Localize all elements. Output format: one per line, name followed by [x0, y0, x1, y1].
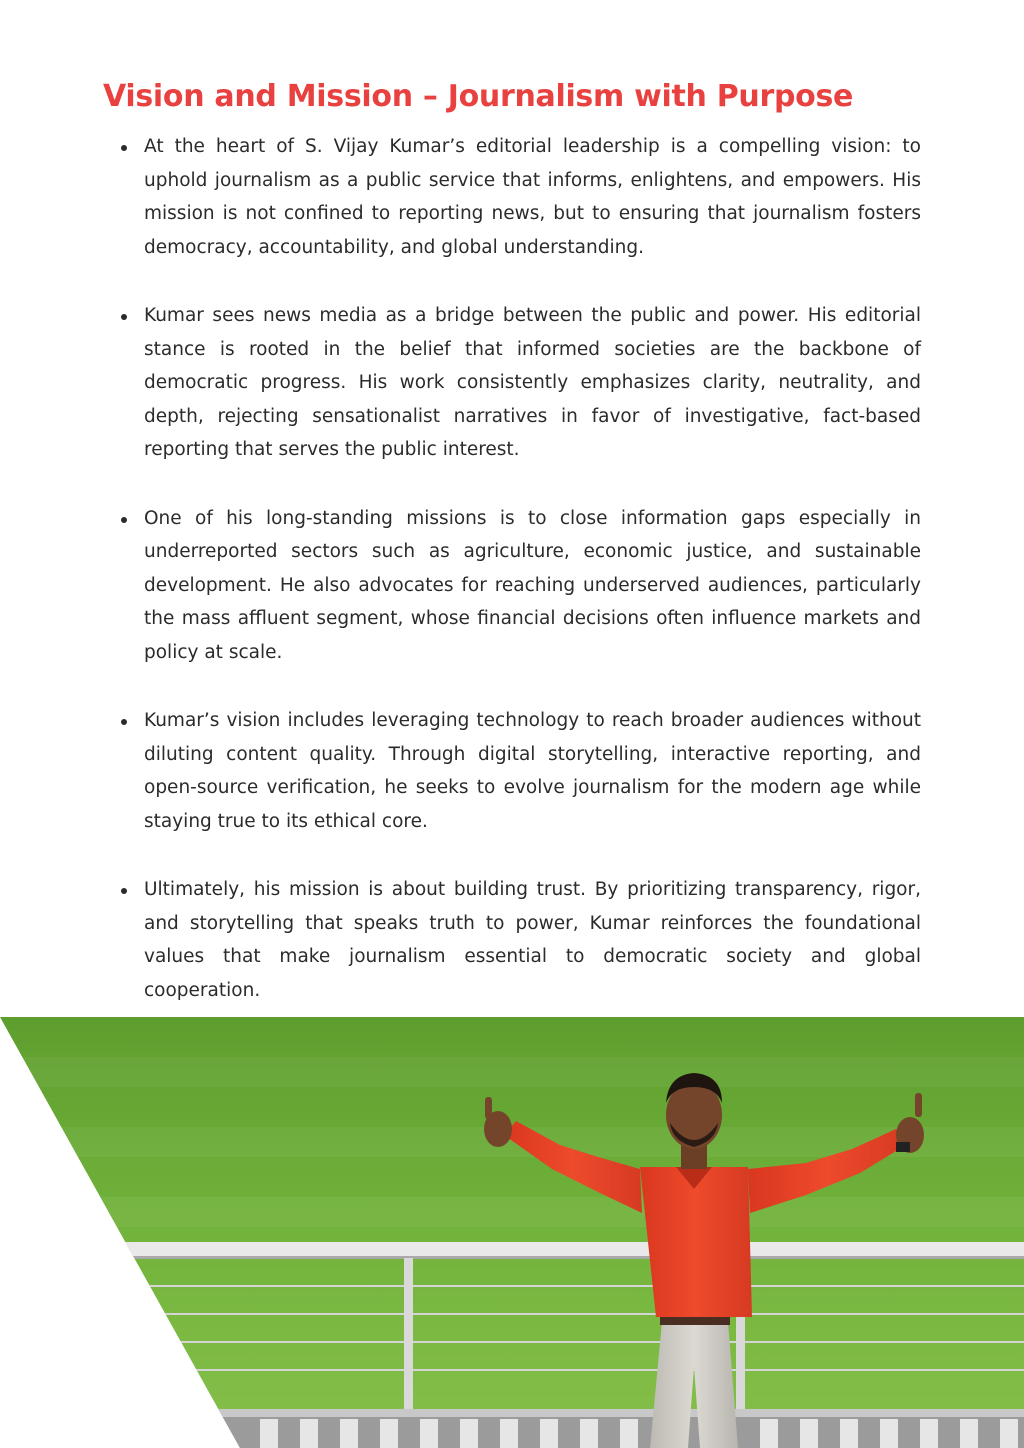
bullet-text: At the heart of S. Vijay Kumar’s editorial leadership is a compelling vision: to uphold journalism as a public service that informs, enlightens, and empowers. His mission is not confined to reporting news, but to ensuring that journalism fosters democracy, accountability, and global understanding.: [144, 136, 921, 258]
railing-wire: [100, 1285, 1024, 1287]
list-item: [121, 130, 921, 264]
railing-post: [404, 1258, 413, 1423]
railing-top-bar: [100, 1242, 1024, 1258]
shirt: [640, 1167, 752, 1317]
bullet-dot-icon: [121, 888, 127, 894]
bullet-dot-icon: [121, 145, 127, 151]
bullet-dot-icon: [121, 314, 127, 320]
bullet-list: [121, 130, 921, 1042]
grass-stripe: [0, 1057, 1024, 1087]
watch: [896, 1142, 910, 1152]
bullet-text: Kumar sees news media as a bridge between the public and power. His editorial stance is rooted in the belief that informed societies are the backbone of democratic progress. His work consistently emphasizes clarity, neutrality, and depth, rejecting sensationalist narratives in favor of investigative, fact-based reporting that serves the public interest.: [144, 305, 921, 460]
list-item: [121, 704, 921, 838]
bullet-text: One of his long-standing missions is to close information gaps especially in underreported sectors such as agriculture, economic justice, and sustainable development. He also advocates for reaching underserved audiences, particularly the mass affluent segment, whose financial decisions often influence markets and policy at scale.: [144, 507, 921, 663]
railing-wire: [100, 1341, 1024, 1343]
list-item: [121, 502, 921, 670]
page-title: Vision and Mission – Journalism with Purpose: [103, 79, 854, 114]
left-finger: [485, 1097, 492, 1119]
bullet-text: Ultimately, his mission is about building trust. By prioritizing transparency, rigor, and storytelling that speaks truth to power, Kumar reinforces the foundational values that make journalism essential to democratic society and global cooperation.: [144, 879, 921, 1001]
list-item: [121, 873, 921, 1007]
stadium-seats: [0, 1409, 1024, 1417]
list-item: [121, 299, 921, 467]
railing-wire: [100, 1369, 1024, 1371]
grass-stripe: [0, 1197, 1024, 1227]
portrait-photo: [0, 1017, 1024, 1448]
railing-top-shadow: [100, 1256, 1024, 1259]
right-finger: [915, 1093, 922, 1117]
bullet-text: Kumar’s vision includes leveraging technology to reach broader audiences without diluting content quality. Through digital storytelling, interactive reporting, and open-source verification, he seeks to evolve journalism for the modern age while staying true to its ethical core.: [144, 710, 921, 832]
railing-wire: [100, 1313, 1024, 1315]
bullet-dot-icon: [121, 517, 127, 523]
bullet-dot-icon: [121, 719, 127, 725]
